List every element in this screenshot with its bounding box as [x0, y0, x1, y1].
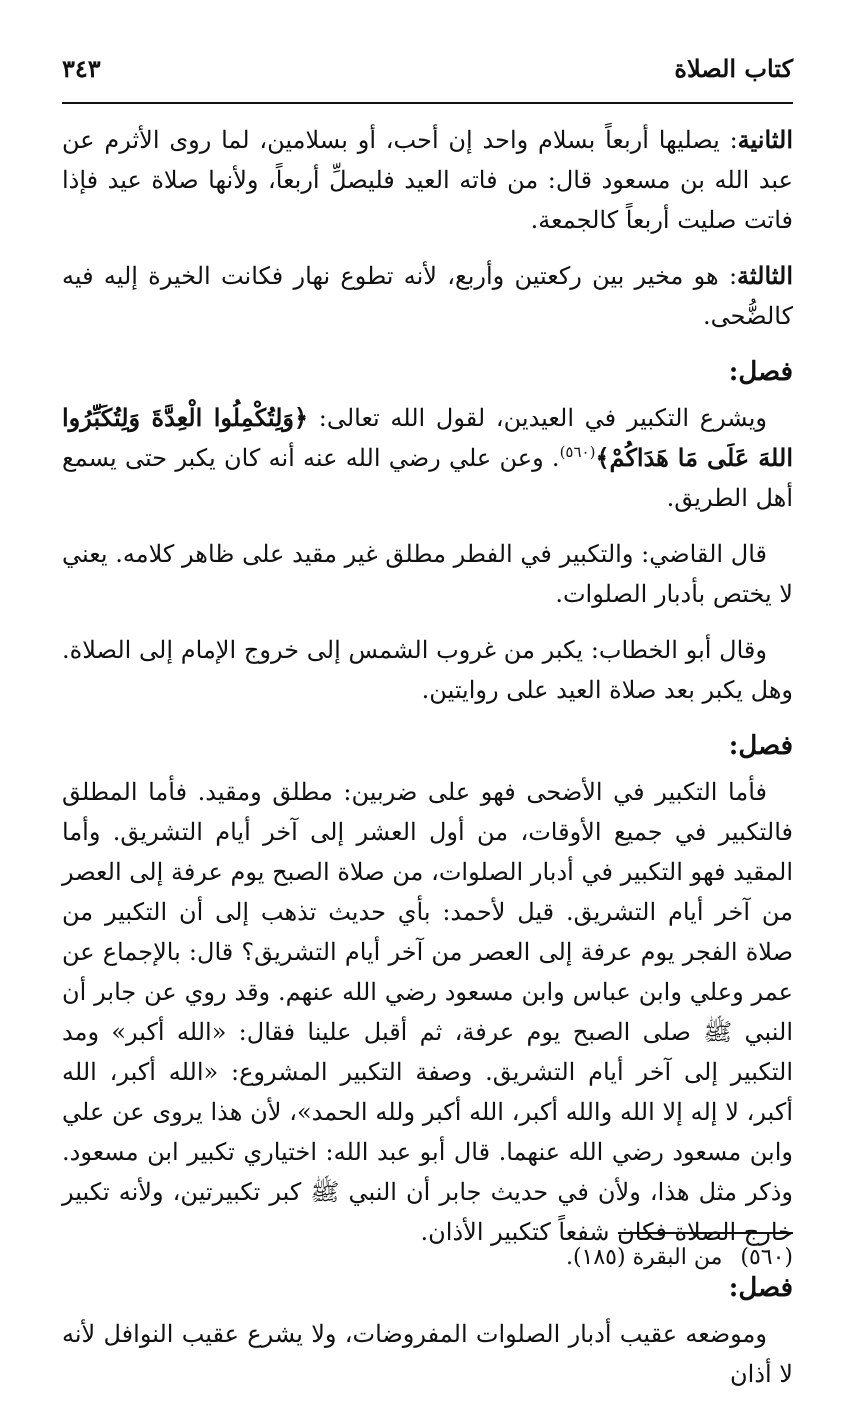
paragraph-text: ويشرع التكبير في العيدين، لقول الله تعالى:	[308, 404, 767, 432]
footnote-reference: (٥٦٠)	[559, 443, 596, 461]
quran-verse: ﴿وَلِتُكْمِلُوا الْعِدَّةَ وَلِتُكَبِّرُوا اللهَ عَلَى مَا هَدَاكُمْ﴾	[62, 403, 793, 472]
paragraph-second-opinion	[62, 120, 793, 240]
paragraph-label: الثانية	[737, 125, 793, 154]
paragraph-placement: وموضعه عقيب أدبار الصلوات المفروضات، ولا يشرع عقيب النوافل لأنه لا أذان	[62, 1320, 793, 1388]
section-heading: فصل:	[728, 731, 793, 761]
footnote-divider	[618, 1232, 793, 1234]
paragraph-text: . وعن علي رضي الله عنه أنه كان يكبر حتى يسمع أهل الطريق.	[62, 444, 793, 512]
header-divider	[62, 102, 793, 104]
paragraph-label: الثالثة	[737, 261, 793, 290]
section-heading: فصل:	[728, 357, 793, 387]
paragraph-qadi: قال القاضي: والتكبير في الفطر مطلق غير مقيد على ظاهر كلامه. يعني لا يختص بأدبار الصلوات.	[62, 540, 793, 608]
footnote-text: من البقرة (١٨٥).	[565, 1245, 723, 1270]
paragraph-third-opinion	[62, 256, 793, 336]
paragraph-takbir-eids	[62, 398, 793, 518]
footnote	[566, 1245, 793, 1270]
paragraph-abu-khattab: وقال أبو الخطاب: يكبر من غروب الشمس إلى خروج الإمام إلى الصلاة. وهل يكبر بعد صلاة العيد على روايتين.	[62, 636, 793, 704]
paragraph-adha-takbir: فأما التكبير في الأضحى فهو على ضربين: مطلق ومقيد. فأما المطلق فالتكبير في جميع الأوقات، من أول العشر إلى آخر أيام التشريق. وأما المقيد فهو التكبير في أدبار الصلوات، من صلاة الصبح يوم عرفة إلى العصر من آخر أيام التشريق. قيل لأحمد: بأي حديث تذهب إلى أن التكبير من صلاة الفجر يوم عرفة إلى العصر من آخر أيام التشريق؟ قال: بالإجماع عن عمر وعلي وابن عباس وابن مسعود رضي الله عنهم. وقد روي عن جابر أن النبي ﷺ صلى الصبح يوم عرفة، ثم أقبل علينا فقال: «الله أكبر» ومد التكبير إلى آخر أيام التشريق. وصفة التكبير المشروع: «الله أكبر، الله أكبر، لا إله إلا الله والله أكبر، الله أكبر ولله الحمد»، لأن هذا يروى عن علي وابن مسعود رضي الله عنهما. قال أبو عبد الله: اختياري تكبير ابن مسعود. وذكر مثل هذا، ولأن في حديث جابر أن النبي ﷺ كبر تكبيرتين، ولأنه تكبير خارج الصلاة فكان شفعاً كتكبير الأذان.	[62, 778, 793, 1246]
page-body	[62, 120, 793, 1410]
running-header-title: كتاب الصلاة	[674, 54, 793, 83]
page-number: ٣٤٣	[62, 54, 101, 83]
footnote-number: (٥٦٠)	[740, 1245, 793, 1270]
paragraph-text: : يصليها أربعاً بسلام واحد إن أحب، أو بسلامين، لما روى الأثرم عن عبد الله بن مسعود قال: من فاته العيد فليصلِّ أربعاً، ولأنها صلاة عيد فإذا فاتت صليت أربعاً كالجمعة.	[62, 126, 793, 234]
section-heading: فصل:	[728, 1273, 793, 1303]
paragraph-text: : هو مخير بين ركعتين وأربع، لأنه تطوع نهار فكانت الخيرة إليه فيه كالضُّحى.	[62, 262, 793, 330]
